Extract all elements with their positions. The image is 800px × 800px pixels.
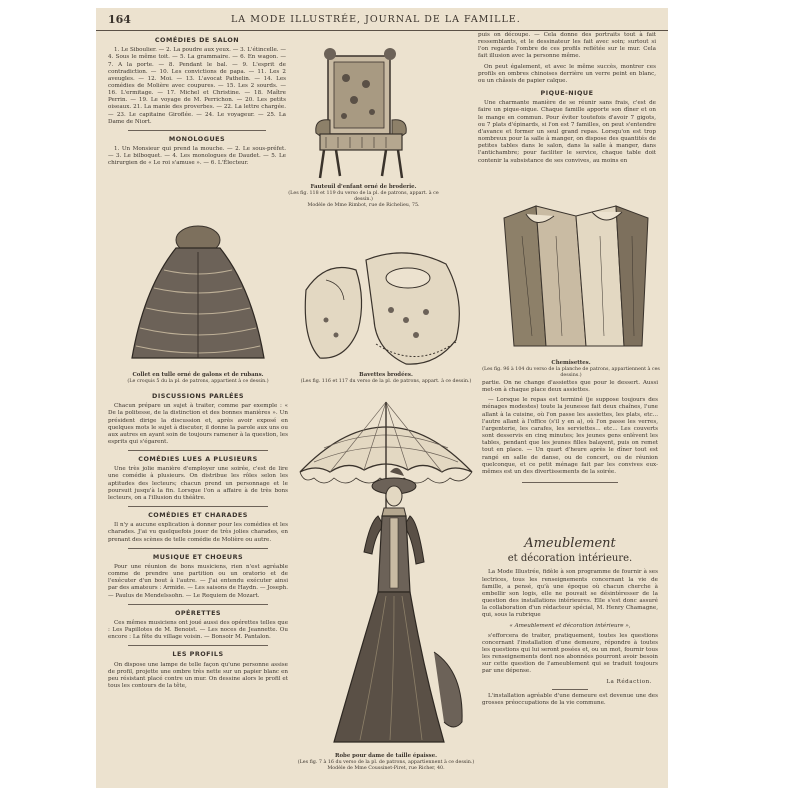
discussions-title: DISCUSSIONS PARLÉES (152, 392, 244, 400)
cape-caption-sub: (Le croquis 5 du la pl. de patrons, appartient à ce dessin.) (127, 378, 269, 384)
ornamental-divider (522, 482, 618, 483)
profils-text: On dispose une lampe de telle façon qu'une personne assise de profil, projette une ombre très nette sur un papier blanc en peu résistant placé contre un mur. On dessine alors le profil et tous les contours de la tête, (108, 661, 288, 690)
piquenique-title: PIQUE-NIQUE (540, 89, 594, 98)
bibs-caption-sub: (Les fig. 116 et 117 du verso de la pl. de patrons, appart. à ce dessin.) (300, 378, 472, 384)
lues-text: Une très jolie manière d'employer une soirée, c'est de lire une comédie à plusieurs. On distribue les rôles selon les aptitudes des lecteurs; chacun prend un personnage et le poursuit jusqu'à la fin. Lorsque l'on a affaire à de très bons lecteurs, on a l'illusion du théâtre. (108, 466, 288, 501)
bibs-caption-title: Bavettes brodées. (359, 372, 413, 378)
embroidered-bibs-illustration (296, 240, 476, 370)
right-mid-column (482, 380, 658, 489)
redaction-signature: La Rédaction. (606, 678, 652, 685)
divider (128, 450, 268, 451)
ameublement-title: Ameublement (524, 536, 616, 551)
divider (128, 130, 266, 131)
dress-caption-sub2: Modèle de Mme Coussinet-Piret, rue Richer, 40. (327, 765, 445, 771)
operettes-title: OPÉRETTES (174, 608, 222, 617)
piquenique-continued: partie. On ne change d'assiettes que pour le dessert. Aussi met-on à chaque place deux assiettes. (482, 380, 658, 394)
cape-caption (108, 372, 288, 385)
dress-caption-title: Robe pour dame de taille épaisse. (334, 753, 438, 759)
charades-title: COMÉDIES ET CHARADES (148, 511, 248, 520)
parasol-dress-illustration (294, 392, 478, 752)
ameublement-p1: La Mode Illustrée, fidèle à son programme de fournir à ses lectrices, tous les renseignements concernant la vie de famille, a pensé, qu'à une époque où chacun cherche à embellir son logis, elle ne pouvait se désintéresser de la question des installations intérieures. Elle s'est donc assuré la collaboration d'un rédacteur spécial, M. Henry Chamagne, qui, sous la rubrique (482, 569, 658, 619)
cape-caption-title: Collet en tulle orné de galons et de rubans. (132, 372, 264, 378)
monologues-text: 1. Un Monsieur qui prend la mouche. — 2. Le sous-préfet. — 3. Le bilboquet. — 4. Les monologues de Daudet. — 5. Le chirurgien de « Le roi s'amuse ». — 6. L'Électeur. (108, 146, 286, 167)
divider (128, 645, 268, 646)
chemisettes-caption-title: Chemisettes. (551, 360, 591, 366)
dress-caption-sub: (Les fig. 7 à 16 du verso de la pl. de patrons, appartiennent à ce dessin.) (297, 759, 475, 765)
divider (128, 548, 268, 549)
divider (128, 604, 268, 605)
musique-text: Pour une réunion de bons musiciens, rien n'est agréable comme de prendre une partition ou un oratorio et de l'exécuter d'un bout à l'autre. — J'ai entendu exécuter ainsi par des amateurs : Armide. — Les saisons de Haydn. — Joseph. — Paulus de Mendelssohn. — Le Requiem de Mozart. (108, 563, 288, 599)
page-number: 164 (108, 13, 131, 26)
cape-illustration (124, 218, 272, 368)
operettes-text: Ces mêmes musiciens ont joué aussi des opérettes telles que : Les Papillotes de M. Benoist. — Les noces de Jeannette. Ou encore : La fête du village voisin. — Bonsoir M. Pantalon. (108, 619, 288, 641)
bibs-caption (291, 372, 481, 385)
comedies-title: COMÉDIES DE SALON (154, 36, 240, 44)
chair-caption (281, 184, 446, 209)
page-header (96, 8, 668, 31)
profils-continued: puis on découpe. — Cela donne des portraits tout à fait ressemblants, et le dessinateur les fait avec soin; surtout si l'on regarde l'ombre de ces profils reflétée sur le mur. Cela fait illusion avec la personne même. (478, 32, 656, 60)
dress-caption (291, 753, 481, 772)
chair-caption-sub2: Modèle de Mme Rimbot, rue de Richelieu, 75. (307, 202, 420, 208)
discussions-text: Chacun prépare un sujet à traiter, comme par exemple : « De la politesse, de la distinction et des bonnes manières ». Un président dirige la discussion et, après avoir exposé en quelques mots le sujet à discuter, il donne la parole aux uns ou aux autres en ayant soin de toujours ramener à la question, les esprits qui s'égarent. (108, 403, 288, 445)
lues-title: COMÉDIES LUES A PLUSIEURS (138, 455, 258, 464)
piquenique-continued-2: — Lorsque le repas est terminé (je suppose toujours des ménages modestes) toute la jeunesse fait deux chaînes, l'une allant à la cuisine, où l'on passe les assiettes, les plats, etc... l'autre allant à l'office (s'il y en a), où l'on passe les verres, l'argenterie, les carafes, les serviettes... etc... Les couverts sont desservis en cinq minutes; les jeunes gens enlèvent les tables, pendant que les jeunes filles balayent, puis on remet tout en place. — Un quart d'heure après le dîner tout est rangé en salle de danse, ou de concert, ou de réunion quelconque, et ce petit ménage fait par les convives eux-mêmes est un des divertissements de la soirée. (482, 397, 658, 475)
divider (128, 506, 268, 507)
charades-text: Il n'y a aucune explication à donner pour les comédies et les charades. J'ai vu quelquefois jouer de très jolies charades, en prenant des scènes de telle comédie de Molière ou autre. (108, 522, 288, 543)
right-top-column (478, 32, 656, 168)
journal-page (96, 8, 668, 788)
chair-caption-title: Fauteuil d'enfant orné de broderie. (310, 184, 417, 190)
profils-title: LES PROFILS (172, 650, 224, 659)
chair-caption-sub: (Les fig. 118 et 119 du verso de la pl. de patrons, appart. à ce dessin.) (288, 190, 439, 202)
ameublement-p3: s'efforcera de traiter, pratiquement, toutes les questions concernant l'installation d'une demeure, répondre à toutes les questions qui lui seront posées et, ou un mot, fournir tous les renseignements dont nos abonnées pourront avoir besoin sur cette question de l'ameublement qui se traduit toujours par une dépense. (482, 632, 658, 675)
ameublement-column (482, 536, 658, 710)
left-bottom-column (108, 388, 288, 693)
ameublement-p4: L'installation agréable d'une demeure est devenue une des grosses préoccupations de la vie commune. (482, 692, 658, 706)
profils-continued-2: On peut également, et avec le même succès, montrer ces profils en ombres chinoises derrière un verre peint en blanc, ou un châssis de papier calque. (478, 63, 656, 84)
chemisettes-caption-sub: (Les fig. 96 à 104 du verso de la planche de patrons, appartiennent à ces dessins.) (482, 366, 660, 378)
child-armchair-illustration (306, 38, 416, 183)
musique-title: MUSIQUE ET CHOEURS (152, 552, 244, 561)
left-top-column (108, 32, 286, 171)
comedies-text: 1. Le Siboulier. — 2. La poudre aux yeux. — 3. L'étincelle. — 4. Sous le même toit. — 5. La grammaire. — 6. En wagon. — 7. A la porte. — 8. Pendant le bal. — 9. L'esprit de contradiction. — 10. Les convictions de papa. — 11. Les 2 aveugles. — 12. Moi. — 13. L'avocat Pathelin. — 14. Les comédies de Molière avec coupures. — 15. Les 2 sourds. — 16. L'ermitage. — 17. Michel et Christine. — 18. Maître Perrin. — 19. Le voyage de M. Perrichon. — 20. Les petits oiseaux. 21. La manie des proverbes. — 22. La lettre chargée. — 23. Le capitaine Giroflée. — 24. Le voyageur. — 25. La Dame de Niort. (108, 47, 286, 125)
journal-title: LA MODE ILLUSTRÉE, JOURNAL DE LA FAMILLE. (231, 14, 521, 25)
monologues-title: MONOLOGUES (168, 134, 226, 143)
chemisettes-illustration (496, 196, 656, 356)
chemisettes-caption (481, 360, 661, 379)
piquenique-text: Une charmante manière de se réunir sans frais, c'est de faire un pique-nique. Chaque famille apporte son dîner et on le mange en commun. Pour éviter toutefois d'avoir 7 gigots, ou 7 plats d'épinards, si l'on est 7 familles, on peut s'entendre d'avance et former un seul grand repas. Lorsqu'on est trop nombreux pour la salle à manger, on dispose des quantités de petites tables dans le salon, dans la salle à manger, dans l'antichambre; pour faciliter le service, chaque table doit contenir la subsistance de ses convives, au moins en (478, 100, 656, 164)
ameublement-p2: « Ameublement et décoration intérieure », (509, 622, 631, 629)
ameublement-subtitle: et décoration intérieure. (507, 552, 633, 564)
divider (552, 689, 588, 690)
